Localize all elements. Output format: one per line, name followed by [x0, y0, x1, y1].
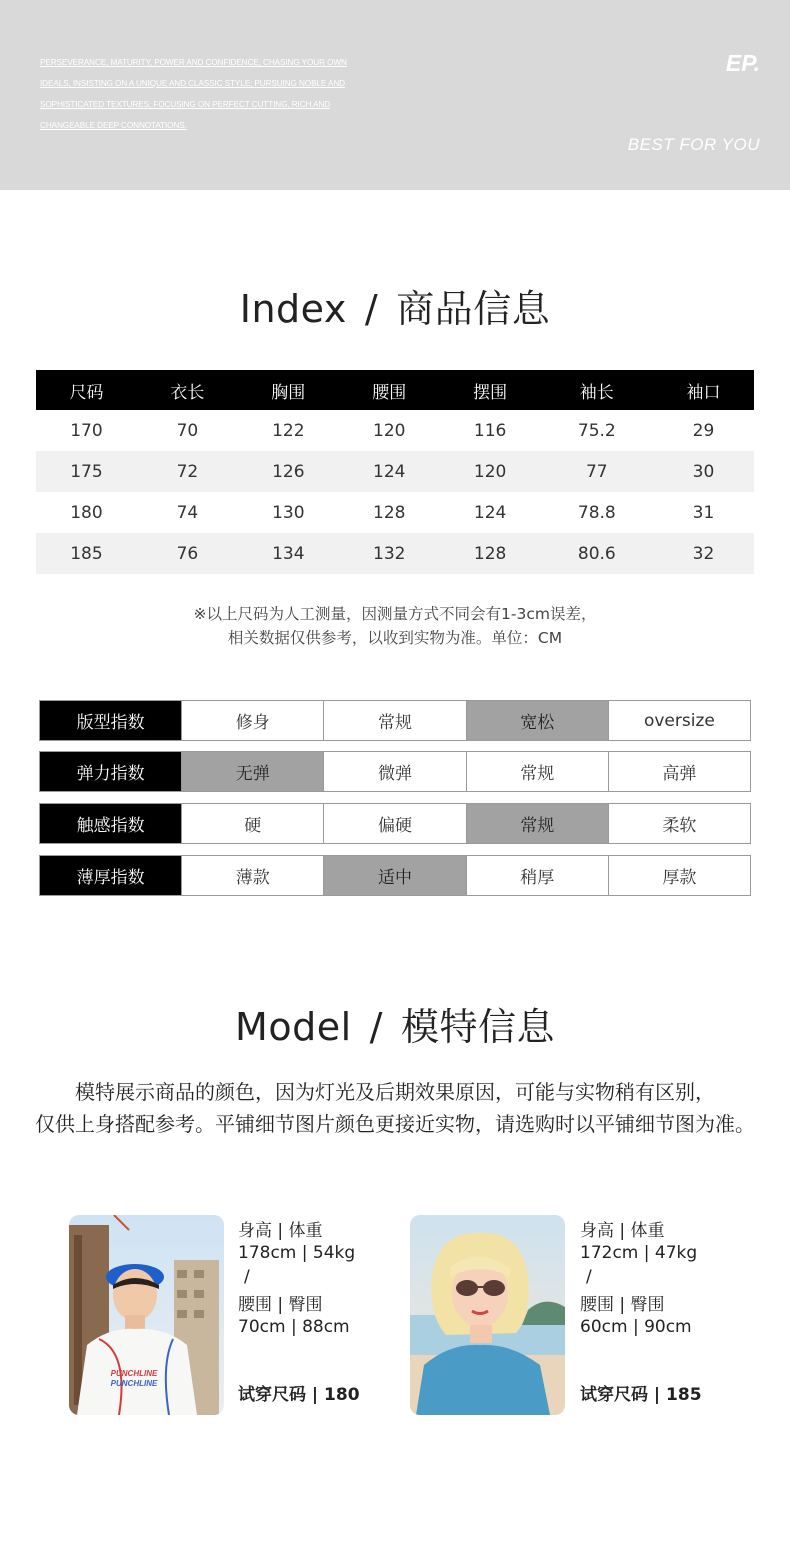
thickness-index-row	[39, 855, 751, 896]
note-line: 相关数据仅供参考，以收到实物为准。单位：CM	[227, 629, 563, 647]
brand-statement-line: IDEALS, INSISTING ON A UNIQUE AND CLASSIC STYLE; PURSUING NOBLE AND	[40, 79, 345, 88]
title-separator: /	[369, 1005, 383, 1049]
thickness-index-option: 适中	[323, 856, 465, 895]
touch-index-option: 柔软	[608, 804, 750, 843]
table-cell: 70	[176, 420, 199, 441]
fit-index-option: 常规	[323, 701, 465, 740]
waist-hip-value: 70cm | 88cm	[238, 1317, 350, 1337]
table-cell: 75.2	[577, 420, 616, 441]
table-cell: 77	[541, 451, 653, 492]
model-description	[0, 1076, 790, 1140]
fit-index-label: 版型指数	[40, 701, 181, 740]
table-cell: 74	[176, 502, 199, 523]
fit-index-option: 修身	[181, 701, 323, 740]
touch-index-option: 硬	[181, 804, 323, 843]
table-row	[36, 410, 754, 451]
thickness-index-option: 稍厚	[466, 856, 608, 895]
height-weight-label: 身高 | 体重	[580, 1221, 665, 1241]
table-cell: 170	[70, 420, 103, 441]
thickness-index-option: 厚款	[608, 856, 750, 895]
thickness-index-option: 薄款	[181, 856, 323, 895]
table-cell: 175	[36, 451, 137, 492]
waist-hip-label: 腰围 | 臀围	[580, 1295, 665, 1315]
model-section-title	[0, 996, 790, 1051]
header-cell: 尺码	[36, 370, 137, 410]
thickness-index-label: 薄厚指数	[40, 856, 181, 895]
index-title-cn: 商品信息	[396, 287, 551, 331]
height-weight-label: 身高 | 体重	[238, 1221, 323, 1241]
table-cell: 124	[339, 451, 440, 492]
title-separator: /	[364, 287, 379, 331]
table-cell: 76	[137, 533, 238, 574]
table-cell: 78.8	[577, 502, 616, 523]
table-cell: 132	[339, 533, 440, 574]
elasticity-index-option: 无弹	[181, 752, 323, 791]
brand-statement-line: SOPHISTICATED TEXTURES; FOCUSING ON PERFECT CUTTING, RICH AND	[40, 100, 331, 109]
waist-hip-label: 腰围 | 臀围	[238, 1295, 323, 1315]
brand-statement-line: CHANGEABLE DEEP CONNOTATIONS.	[40, 121, 187, 130]
header-cell: 衣长	[137, 370, 238, 410]
table-cell: 116	[473, 420, 507, 441]
height-weight-value: 178cm | 54kg	[238, 1243, 356, 1263]
waist-hip-value: 60cm | 90cm	[580, 1317, 692, 1337]
index-title-en: Index	[239, 287, 347, 331]
shirt-print-text: PUNCHLINE	[110, 1379, 158, 1388]
male-model-photo	[69, 1215, 224, 1415]
size-table	[36, 370, 754, 574]
table-cell: 120	[440, 451, 541, 492]
fit-index-row	[39, 700, 751, 741]
measurement-note	[0, 602, 790, 650]
header-cell: 袖长	[541, 370, 653, 410]
table-cell: 122	[272, 420, 305, 441]
table-cell: 134	[238, 533, 339, 574]
table-cell: 72	[137, 451, 238, 492]
touch-index-option: 常规	[466, 804, 608, 843]
elasticity-index-row	[39, 751, 751, 792]
shirt-print-text: PUNCHLINE	[110, 1369, 158, 1378]
table-cell: 32	[653, 533, 754, 574]
elasticity-index-label: 弹力指数	[40, 752, 181, 791]
tagline: BEST FOR YOU	[627, 135, 760, 154]
table-cell: 80.6	[541, 533, 653, 574]
female-model-photo	[410, 1215, 565, 1415]
table-row	[36, 492, 754, 533]
elasticity-index-option: 微弹	[323, 752, 465, 791]
table-cell: 128	[373, 502, 406, 523]
brand-statement	[40, 52, 380, 136]
brand-statement-line: PERSEVERANCE, MATURITY, POWER AND CONFIDENCE, CHASING YOUR OWN	[40, 58, 347, 67]
brand-logo: EP.	[725, 50, 760, 76]
elasticity-index-option: 高弹	[608, 752, 750, 791]
note-line: ※以上尺码为人工测量，因测量方式不同会有1-3cm误差，	[193, 605, 597, 623]
size-table-header	[36, 370, 754, 410]
fit-index-option: 宽松	[466, 701, 608, 740]
model-desc-line: 仅供上身搭配参考。平铺细节图片颜色更接近实物，请选购时以平铺细节图为准。	[35, 1112, 755, 1136]
table-cell: 120	[373, 420, 406, 441]
index-section-title	[0, 278, 790, 333]
table-cell: 180	[70, 502, 103, 523]
header-cell: 摆围	[440, 370, 541, 410]
touch-index-option: 偏硬	[323, 804, 465, 843]
male-model-info	[238, 1220, 360, 1406]
table-cell: 31	[692, 502, 715, 523]
table-cell: 128	[440, 533, 541, 574]
table-cell: 30	[653, 451, 754, 492]
model-title-en: Model	[235, 1005, 352, 1049]
model-desc-line: 模特展示商品的颜色，因为灯光及后期效果原因，可能与实物稍有区别，	[75, 1080, 715, 1104]
header-cell: 袖口	[653, 370, 754, 410]
fit-index-option: oversize	[608, 701, 750, 740]
touch-index-label: 触感指数	[40, 804, 181, 843]
model-title-cn: 模特信息	[400, 1005, 555, 1049]
table-row	[36, 451, 754, 492]
table-row	[36, 533, 754, 574]
header-cell: 腰围	[339, 370, 440, 410]
trial-size: 试穿尺码 | 180	[238, 1385, 360, 1405]
info-separator: /	[586, 1267, 592, 1287]
info-separator: /	[244, 1267, 250, 1287]
elasticity-index-option: 常规	[466, 752, 608, 791]
touch-index-row	[39, 803, 751, 844]
height-weight-value: 172cm | 47kg	[580, 1243, 698, 1263]
trial-size: 试穿尺码 | 185	[580, 1385, 702, 1405]
header-cell: 胸围	[238, 370, 339, 410]
female-model-info	[580, 1220, 702, 1406]
table-cell: 130	[272, 502, 305, 523]
table-cell: 185	[36, 533, 137, 574]
header-banner	[0, 0, 790, 190]
table-cell: 124	[473, 502, 507, 523]
table-cell: 126	[238, 451, 339, 492]
table-cell: 29	[692, 420, 715, 441]
